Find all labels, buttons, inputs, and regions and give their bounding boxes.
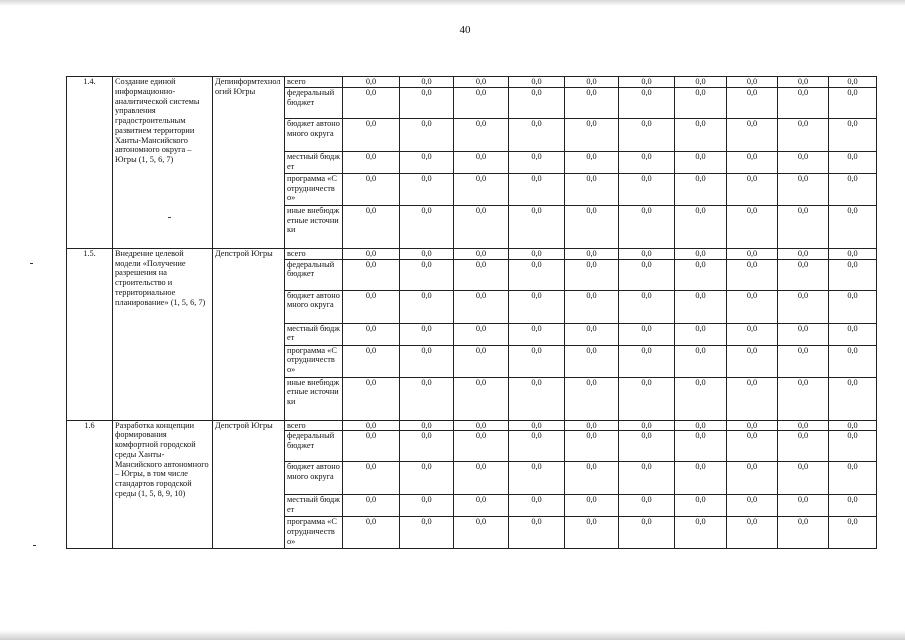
funding-value: 0,0 xyxy=(565,495,619,517)
item-name: Создание единой информационно-аналитической системы управления градостроительным развитием территории Ханты-Мансийского автономного округа – Югры (1, 5, 6, 7) xyxy=(113,77,213,249)
funding-value: 0,0 xyxy=(454,345,509,377)
funding-value: 0,0 xyxy=(565,517,619,549)
funding-value: 0,0 xyxy=(454,431,509,462)
funding-value: 0,0 xyxy=(829,495,877,517)
funding-value: 0,0 xyxy=(509,495,565,517)
scan-top-edge xyxy=(0,0,905,6)
funding-value: 0,0 xyxy=(675,173,727,205)
funding-value: 0,0 xyxy=(343,248,400,259)
item-number: 1.5. xyxy=(67,248,113,420)
funding-value: 0,0 xyxy=(619,495,675,517)
funding-value: 0,0 xyxy=(829,151,877,173)
funding-value: 0,0 xyxy=(454,173,509,205)
funding-value: 0,0 xyxy=(343,77,400,88)
scan-bottom-edge xyxy=(0,630,905,640)
funding-value: 0,0 xyxy=(727,462,778,495)
funding-value: 0,0 xyxy=(565,118,619,151)
funding-value: 0,0 xyxy=(400,248,454,259)
funding-value: 0,0 xyxy=(675,151,727,173)
funding-value: 0,0 xyxy=(565,77,619,88)
funding-value: 0,0 xyxy=(565,248,619,259)
funding-value: 0,0 xyxy=(829,420,877,431)
funding-value: 0,0 xyxy=(454,151,509,173)
funding-value: 0,0 xyxy=(509,431,565,462)
funding-value: 0,0 xyxy=(400,420,454,431)
funding-value: 0,0 xyxy=(778,323,829,345)
funding-value: 0,0 xyxy=(675,248,727,259)
funding-value: 0,0 xyxy=(509,290,565,323)
funding-value: 0,0 xyxy=(454,205,509,248)
funding-value: 0,0 xyxy=(454,87,509,118)
funding-value: 0,0 xyxy=(619,118,675,151)
funding-value: 0,0 xyxy=(454,517,509,549)
funding-value: 0,0 xyxy=(778,290,829,323)
funding-value: 0,0 xyxy=(509,87,565,118)
table-row xyxy=(67,420,877,431)
funding-value: 0,0 xyxy=(619,87,675,118)
funding-value: 0,0 xyxy=(778,173,829,205)
funding-value: 0,0 xyxy=(509,173,565,205)
funding-value: 0,0 xyxy=(400,205,454,248)
funding-value: 0,0 xyxy=(778,495,829,517)
item-executor: Депстрой Югры xyxy=(213,248,285,420)
funding-value: 0,0 xyxy=(565,431,619,462)
funding-source: всего xyxy=(285,420,343,431)
funding-value: 0,0 xyxy=(675,431,727,462)
funding-value: 0,0 xyxy=(343,173,400,205)
funding-value: 0,0 xyxy=(400,495,454,517)
funding-value: 0,0 xyxy=(454,248,509,259)
funding-value: 0,0 xyxy=(509,259,565,290)
funding-value: 0,0 xyxy=(509,420,565,431)
funding-value: 0,0 xyxy=(727,517,778,549)
funding-value: 0,0 xyxy=(565,323,619,345)
funding-value: 0,0 xyxy=(509,248,565,259)
funding-value: 0,0 xyxy=(675,118,727,151)
funding-value: 0,0 xyxy=(619,420,675,431)
funding-value: 0,0 xyxy=(778,462,829,495)
item-executor: Депинформтехнологий Югры xyxy=(213,77,285,249)
funding-value: 0,0 xyxy=(619,173,675,205)
funding-source: иные внебюджетные источники xyxy=(285,377,343,420)
funding-value: 0,0 xyxy=(343,290,400,323)
funding-value: 0,0 xyxy=(400,259,454,290)
funding-value: 0,0 xyxy=(727,377,778,420)
funding-value: 0,0 xyxy=(343,259,400,290)
funding-value: 0,0 xyxy=(454,420,509,431)
funding-source: федеральный бюджет xyxy=(285,259,343,290)
funding-value: 0,0 xyxy=(727,77,778,88)
funding-value: 0,0 xyxy=(778,377,829,420)
funding-value: 0,0 xyxy=(675,205,727,248)
funding-value: 0,0 xyxy=(727,205,778,248)
funding-value: 0,0 xyxy=(343,323,400,345)
funding-value: 0,0 xyxy=(565,377,619,420)
funding-value: 0,0 xyxy=(400,431,454,462)
margin-mark xyxy=(33,545,36,546)
funding-value: 0,0 xyxy=(727,248,778,259)
funding-source: программа «Сотрудничество» xyxy=(285,517,343,549)
funding-value: 0,0 xyxy=(675,377,727,420)
item-name: Разработка концепции формирования комфортной городской среды Ханты-Мансийского автономного – Югры, в том числе стандартов городской среды (1, 5, 8, 9, 10) xyxy=(113,420,213,549)
funding-value: 0,0 xyxy=(829,248,877,259)
funding-value: 0,0 xyxy=(400,151,454,173)
funding-value: 0,0 xyxy=(829,517,877,549)
funding-value: 0,0 xyxy=(400,323,454,345)
funding-value: 0,0 xyxy=(454,259,509,290)
funding-value: 0,0 xyxy=(619,290,675,323)
funding-value: 0,0 xyxy=(727,323,778,345)
funding-value: 0,0 xyxy=(343,377,400,420)
funding-value: 0,0 xyxy=(829,462,877,495)
funding-value: 0,0 xyxy=(343,462,400,495)
funding-value: 0,0 xyxy=(778,77,829,88)
funding-value: 0,0 xyxy=(400,377,454,420)
funding-value: 0,0 xyxy=(619,345,675,377)
funding-value: 0,0 xyxy=(509,345,565,377)
item-executor: Депстрой Югры xyxy=(213,420,285,549)
funding-value: 0,0 xyxy=(619,77,675,88)
funding-value: 0,0 xyxy=(400,173,454,205)
funding-value: 0,0 xyxy=(509,118,565,151)
funding-value: 0,0 xyxy=(343,151,400,173)
funding-value: 0,0 xyxy=(565,420,619,431)
funding-value: 0,0 xyxy=(509,77,565,88)
funding-value: 0,0 xyxy=(829,77,877,88)
funding-value: 0,0 xyxy=(565,173,619,205)
funding-value: 0,0 xyxy=(675,517,727,549)
funding-value: 0,0 xyxy=(343,431,400,462)
funding-value: 0,0 xyxy=(454,77,509,88)
funding-value: 0,0 xyxy=(509,151,565,173)
funding-source: программа «Сотрудничество» xyxy=(285,345,343,377)
funding-value: 0,0 xyxy=(778,420,829,431)
funding-value: 0,0 xyxy=(778,248,829,259)
funding-source: местный бюджет xyxy=(285,323,343,345)
funding-value: 0,0 xyxy=(778,345,829,377)
funding-value: 0,0 xyxy=(400,517,454,549)
funding-value: 0,0 xyxy=(829,87,877,118)
funding-value: 0,0 xyxy=(778,87,829,118)
funding-value: 0,0 xyxy=(454,323,509,345)
funding-value: 0,0 xyxy=(778,431,829,462)
funding-source: программа «Сотрудничество» xyxy=(285,173,343,205)
funding-value: 0,0 xyxy=(619,205,675,248)
funding-value: 0,0 xyxy=(829,173,877,205)
funding-value: 0,0 xyxy=(829,290,877,323)
funding-value: 0,0 xyxy=(454,462,509,495)
funding-value: 0,0 xyxy=(565,205,619,248)
funding-source: местный бюджет xyxy=(285,495,343,517)
funding-value: 0,0 xyxy=(343,420,400,431)
funding-value: 0,0 xyxy=(675,77,727,88)
funding-source: бюджет автономного округа xyxy=(285,118,343,151)
funding-value: 0,0 xyxy=(454,495,509,517)
funding-value: 0,0 xyxy=(565,151,619,173)
funding-value: 0,0 xyxy=(727,173,778,205)
funding-value: 0,0 xyxy=(454,377,509,420)
funding-value: 0,0 xyxy=(619,377,675,420)
budget-table xyxy=(66,76,877,549)
funding-value: 0,0 xyxy=(509,517,565,549)
funding-value: 0,0 xyxy=(727,259,778,290)
funding-value: 0,0 xyxy=(400,87,454,118)
funding-value: 0,0 xyxy=(565,87,619,118)
funding-value: 0,0 xyxy=(727,118,778,151)
funding-value: 0,0 xyxy=(509,323,565,345)
funding-value: 0,0 xyxy=(619,323,675,345)
funding-value: 0,0 xyxy=(565,259,619,290)
funding-value: 0,0 xyxy=(778,118,829,151)
funding-value: 0,0 xyxy=(400,77,454,88)
funding-value: 0,0 xyxy=(454,118,509,151)
funding-value: 0,0 xyxy=(829,118,877,151)
funding-value: 0,0 xyxy=(727,151,778,173)
funding-value: 0,0 xyxy=(619,462,675,495)
funding-value: 0,0 xyxy=(675,290,727,323)
table-row xyxy=(67,248,877,259)
funding-value: 0,0 xyxy=(619,259,675,290)
funding-source: иные внебюджетные источники xyxy=(285,205,343,248)
funding-source: всего xyxy=(285,248,343,259)
funding-value: 0,0 xyxy=(778,151,829,173)
funding-value: 0,0 xyxy=(675,495,727,517)
funding-source: всего xyxy=(285,77,343,88)
table-row xyxy=(67,77,877,88)
funding-value: 0,0 xyxy=(829,377,877,420)
item-number: 1.4. xyxy=(67,77,113,249)
funding-value: 0,0 xyxy=(509,205,565,248)
funding-value: 0,0 xyxy=(675,87,727,118)
table-body xyxy=(67,77,877,549)
funding-value: 0,0 xyxy=(675,462,727,495)
funding-value: 0,0 xyxy=(343,517,400,549)
funding-value: 0,0 xyxy=(400,462,454,495)
funding-value: 0,0 xyxy=(727,495,778,517)
funding-source: местный бюджет xyxy=(285,151,343,173)
funding-source: бюджет автономного округа xyxy=(285,462,343,495)
funding-value: 0,0 xyxy=(829,431,877,462)
funding-value: 0,0 xyxy=(565,462,619,495)
item-number: 1.6 xyxy=(67,420,113,549)
funding-value: 0,0 xyxy=(778,259,829,290)
funding-value: 0,0 xyxy=(343,87,400,118)
funding-value: 0,0 xyxy=(727,290,778,323)
funding-value: 0,0 xyxy=(400,290,454,323)
funding-value: 0,0 xyxy=(675,259,727,290)
funding-source: федеральный бюджет xyxy=(285,431,343,462)
funding-value: 0,0 xyxy=(509,377,565,420)
funding-value: 0,0 xyxy=(619,248,675,259)
funding-value: 0,0 xyxy=(727,87,778,118)
funding-value: 0,0 xyxy=(343,345,400,377)
funding-value: 0,0 xyxy=(509,462,565,495)
funding-value: 0,0 xyxy=(619,151,675,173)
funding-value: 0,0 xyxy=(727,420,778,431)
funding-value: 0,0 xyxy=(675,345,727,377)
funding-source: федеральный бюджет xyxy=(285,87,343,118)
funding-value: 0,0 xyxy=(829,259,877,290)
funding-value: 0,0 xyxy=(778,517,829,549)
funding-value: 0,0 xyxy=(565,290,619,323)
funding-value: 0,0 xyxy=(343,118,400,151)
funding-value: 0,0 xyxy=(829,205,877,248)
funding-value: 0,0 xyxy=(454,290,509,323)
margin-mark xyxy=(30,263,33,264)
funding-source: бюджет автономного округа xyxy=(285,290,343,323)
funding-value: 0,0 xyxy=(829,323,877,345)
funding-value: 0,0 xyxy=(400,345,454,377)
funding-value: 0,0 xyxy=(727,431,778,462)
item-name: Внедрение целевой модели «Получение разрешения на строительство и территориальное планирование» (1, 5, 6, 7) xyxy=(113,248,213,420)
funding-value: 0,0 xyxy=(565,345,619,377)
funding-value: 0,0 xyxy=(829,345,877,377)
funding-value: 0,0 xyxy=(343,495,400,517)
funding-value: 0,0 xyxy=(778,205,829,248)
funding-value: 0,0 xyxy=(619,431,675,462)
page-number: 40 xyxy=(459,24,471,36)
funding-value: 0,0 xyxy=(675,323,727,345)
funding-value: 0,0 xyxy=(343,205,400,248)
funding-value: 0,0 xyxy=(400,118,454,151)
funding-value: 0,0 xyxy=(675,420,727,431)
funding-value: 0,0 xyxy=(619,517,675,549)
funding-value: 0,0 xyxy=(727,345,778,377)
